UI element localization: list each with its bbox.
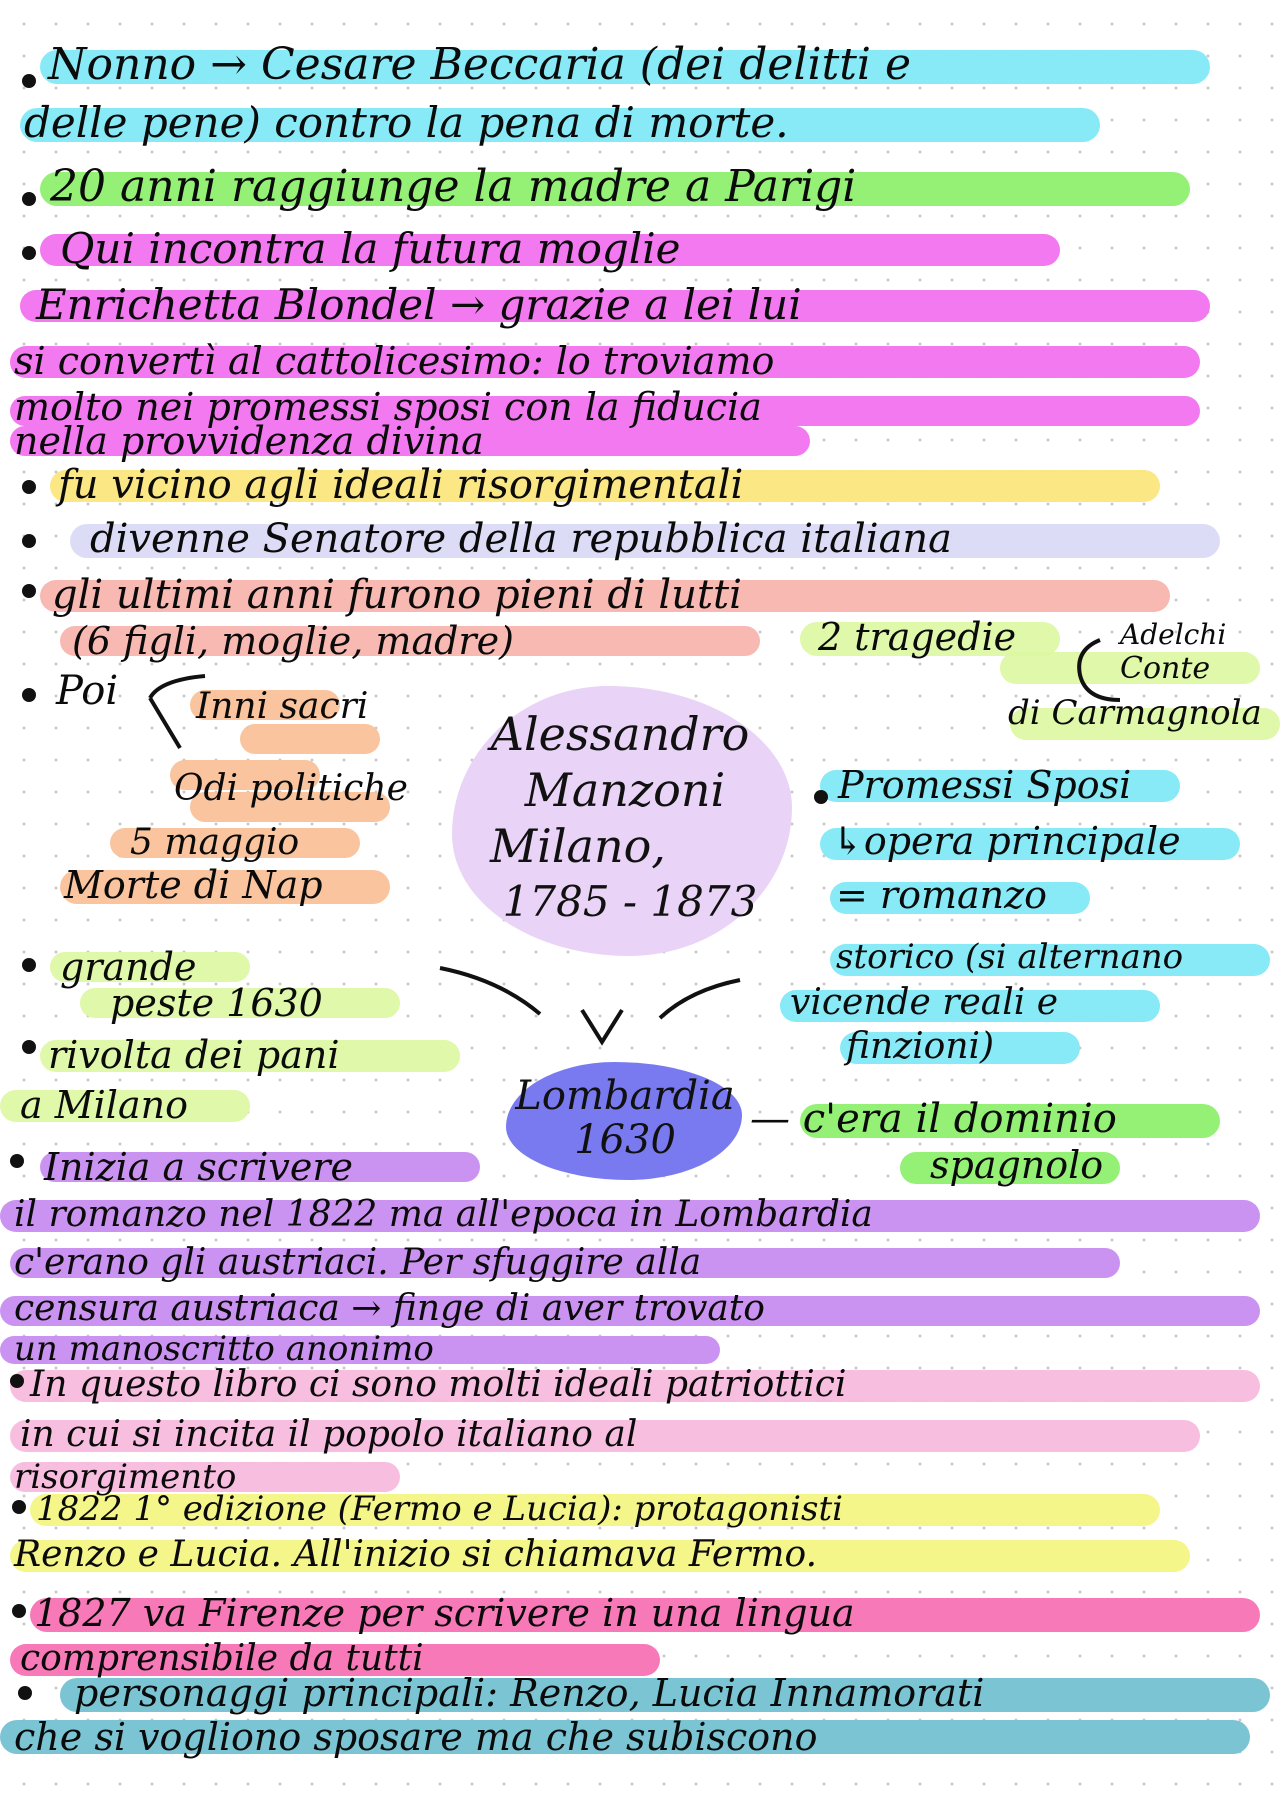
poi-inni-sacri: Inni sacri — [196, 686, 369, 727]
tragedia-adelchi: Adelchi — [1120, 618, 1227, 651]
poi-morte-nap: Morte di Nap — [64, 863, 323, 907]
bullet-1 — [22, 74, 36, 88]
author-name-last: Manzoni — [524, 763, 726, 817]
lombardia-title: Lombardia — [515, 1073, 735, 1119]
note-line: 1822 1° edizione (Fermo e Lucia): protagonisti — [36, 1489, 844, 1529]
note-line: divenne Senatore della repubblica italiana — [90, 516, 953, 562]
note-line: si convertì al cattolicesimo: lo troviamo — [14, 339, 775, 383]
author-years: 1785 - 1873 — [502, 877, 758, 926]
note-line: molto nei promessi sposi con la fiducia — [14, 385, 762, 429]
bullet-4 — [22, 480, 36, 494]
promessi-line: vicende reali e — [790, 982, 1059, 1023]
spagnolo-line: spagnolo — [930, 1143, 1104, 1187]
author-city: Milano, — [490, 819, 666, 873]
poi-label: Poi — [56, 668, 119, 714]
note-line: risorgimento — [14, 1457, 237, 1497]
note-line: Enrichetta Blondel → grazie a lei lui — [36, 280, 802, 329]
note-line: 20 anni raggiunge la madre a Parigi — [50, 161, 857, 212]
author-name-first: Alessandro — [490, 707, 750, 761]
note-line: comprensibile da tutti — [20, 1638, 424, 1679]
poi-odi-politiche: Odi politiche — [174, 768, 408, 809]
note-line: personaggi principali: Renzo, Lucia Innamorati — [74, 1671, 985, 1715]
bullet-12 — [10, 1374, 24, 1388]
note-line: il romanzo nel 1822 ma all'epoca in Lombardia — [14, 1194, 873, 1235]
note-line: Inizia a scrivere — [44, 1145, 353, 1189]
bullet-9 — [22, 1040, 36, 1054]
lombardia-year: 1630 — [574, 1117, 676, 1163]
note-line: delle pene) contro la pena di morte. — [24, 98, 789, 147]
bullet-2 — [22, 192, 36, 206]
event-line: peste 1630 — [110, 981, 323, 1025]
bullet-11 — [10, 1154, 24, 1168]
note-line: nella provvidenza divina — [14, 419, 484, 463]
note-line: che si vogliono sposare ma che subiscono — [14, 1715, 818, 1759]
bullet-6 — [22, 584, 36, 598]
poi-5-maggio: 5 maggio — [130, 822, 300, 863]
promessi-line: Promessi Sposi — [838, 763, 1132, 807]
tragedia-carmagnola: di Carmagnola — [1008, 693, 1262, 733]
note-line: (6 figli, moglie, madre) — [72, 619, 514, 663]
event-line: grande — [60, 945, 197, 989]
tragedie-label: 2 tragedie — [818, 615, 1017, 659]
note-line: censura austriaca → finge di aver trovato — [14, 1288, 765, 1329]
bullet-14 — [12, 1604, 26, 1618]
bullet-3 — [22, 246, 36, 260]
note-line: in cui si incita il popolo italiano al — [20, 1414, 638, 1455]
bullet-10 — [814, 790, 828, 804]
note-line: gli ultimi anni furono pieni di lutti — [52, 572, 742, 618]
bullet-15 — [18, 1686, 32, 1700]
note-line: Qui incontra la futura moglie — [60, 224, 681, 273]
event-line: a Milano — [20, 1083, 188, 1127]
note-line: Nonno → Cesare Beccaria (dei delitti e — [48, 39, 912, 90]
note-line: c'erano gli austriaci. Per sfuggire alla — [14, 1242, 702, 1283]
note-line: In questo libro ci sono molti ideali patriottici — [30, 1364, 847, 1405]
note-line: 1827 va Firenze per scrivere in una lingua — [34, 1591, 855, 1635]
tragedia-conte: Conte — [1120, 651, 1211, 686]
bullet-8 — [22, 958, 36, 972]
promessi-line: finzioni) — [846, 1026, 995, 1067]
event-line: rivolta dei pani — [48, 1033, 340, 1077]
promessi-line: ↳opera principale — [832, 819, 1181, 863]
note-line: Renzo e Lucia. All'inizio si chiamava Fermo. — [14, 1534, 818, 1575]
bullet-7 — [22, 688, 36, 702]
bullet-13 — [12, 1500, 26, 1514]
note-line: fu vicino agli ideali risorgimentali — [58, 462, 744, 508]
dominio-line: — c'era il dominio — [750, 1096, 1117, 1142]
bullet-5 — [22, 534, 36, 548]
note-line: un manoscritto anonimo — [14, 1329, 434, 1369]
promessi-line: = romanzo — [836, 873, 1048, 917]
promessi-line: storico (si alternano — [836, 937, 1184, 977]
